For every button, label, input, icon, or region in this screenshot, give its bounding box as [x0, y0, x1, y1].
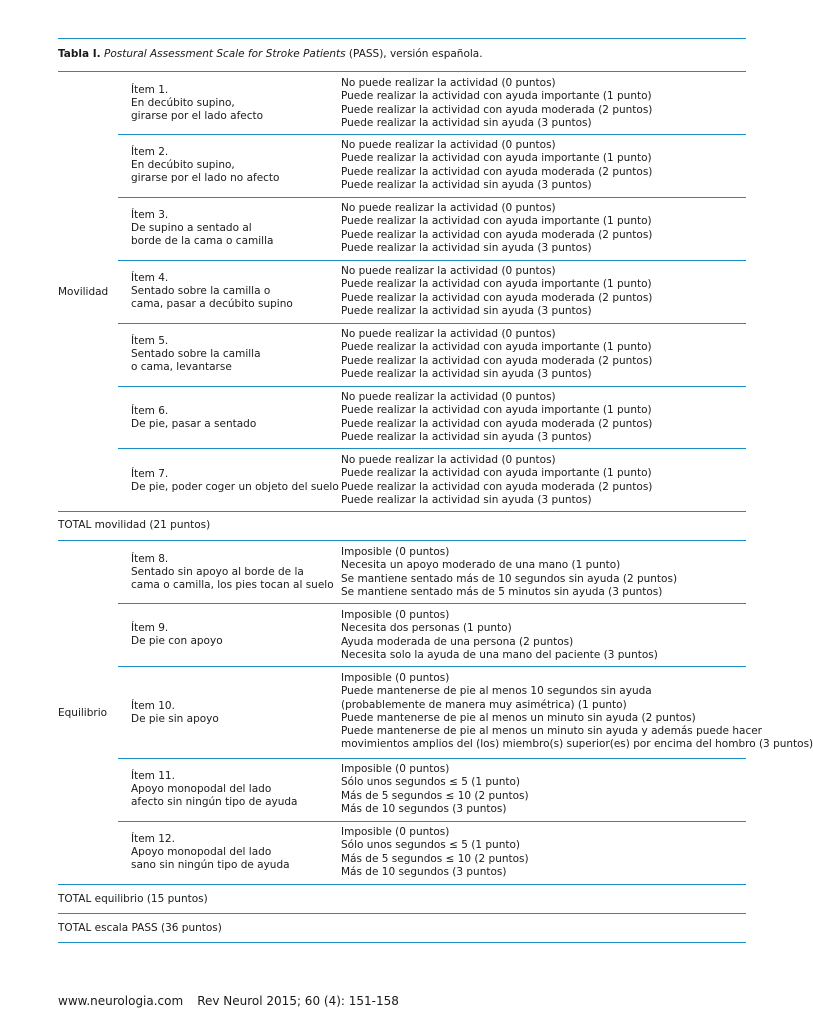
item-7-options [341, 454, 746, 507]
option: Imposible (0 puntos) [341, 609, 450, 621]
option: Imposible (0 puntos) [341, 546, 450, 558]
option: No puede realizar la actividad (0 puntos) [341, 328, 556, 340]
option: Puede realizar la actividad con ayuda moderada (2 puntos) [341, 417, 653, 430]
item-12-desc-1: Apoyo monopodal del lado [131, 846, 272, 858]
row-divider [118, 758, 746, 759]
row-divider [118, 448, 746, 449]
option: Necesita dos personas (1 punto) [341, 622, 512, 635]
row-divider [118, 386, 746, 387]
option: Puede realizar la actividad con ayuda moderada (2 puntos) [341, 354, 653, 367]
option: Más de 5 segundos ≤ 10 (2 puntos) [341, 789, 529, 802]
item-10-number: Ítem 10. [131, 700, 175, 712]
option: Puede realizar la actividad con ayuda importante (1 punto) [341, 90, 652, 103]
item-3-number: Ítem 3. [131, 209, 169, 221]
group-label-movilidad: Movilidad [58, 286, 109, 298]
table-caption [58, 48, 483, 60]
option: Necesita un apoyo moderado de una mano (1 punto) [341, 559, 621, 572]
option: No puede realizar la actividad (0 puntos) [341, 77, 556, 89]
row-divider [118, 666, 746, 667]
item-9-desc-1: De pie con apoyo [131, 635, 223, 647]
option: Puede realizar la actividad sin ayuda (3 puntos) [341, 367, 592, 380]
item-9-text [131, 622, 336, 648]
group-divider [58, 511, 746, 512]
option: Más de 10 segundos (3 puntos) [341, 865, 507, 878]
item-4-number: Ítem 4. [131, 272, 169, 284]
option: Sólo unos segundos ≤ 5 (1 punto) [341, 839, 520, 852]
caption-label: Tabla I. [58, 48, 101, 60]
option: No puede realizar la actividad (0 puntos) [341, 454, 556, 466]
row-divider [118, 260, 746, 261]
option: Puede mantenerse de pie al menos 10 segundos sin ayuda [341, 685, 652, 698]
option: Puede realizar la actividad sin ayuda (3 puntos) [341, 116, 592, 129]
item-12-text [131, 833, 336, 872]
footer-website: www.neurologia.com [58, 994, 184, 1008]
option: Puede realizar la actividad sin ayuda (3 puntos) [341, 178, 592, 191]
item-6-number: Ítem 6. [131, 405, 169, 417]
item-1-desc-2: girarse por el lado afecto [131, 110, 264, 122]
caption-title-rest: (PASS), versión española. [345, 48, 483, 60]
item-3-desc-2: borde de la cama o camilla [131, 235, 274, 247]
item-8-options [341, 546, 746, 599]
item-10-text [131, 700, 336, 726]
item-8-desc-2: cama o camilla, los pies tocan al suelo [131, 579, 334, 591]
item-12-desc-2: sano sin ningún tipo de ayuda [131, 859, 290, 871]
option: Sólo unos segundos ≤ 5 (1 punto) [341, 776, 520, 789]
option: Puede realizar la actividad con ayuda importante (1 punto) [341, 404, 652, 417]
total-equilibrio: TOTAL equilibrio (15 puntos) [58, 893, 208, 905]
option: Se mantiene sentado más de 10 segundos sin ayuda (2 puntos) [341, 572, 678, 585]
item-6-options [341, 391, 746, 444]
item-3-text [131, 209, 336, 248]
option: Puede realizar la actividad con ayuda moderada (2 puntos) [341, 165, 653, 178]
item-11-desc-1: Apoyo monopodal del lado [131, 783, 272, 795]
item-10-desc-1: De pie sin apoyo [131, 713, 219, 725]
item-1-text [131, 84, 336, 123]
item-1-number: Ítem 1. [131, 84, 169, 96]
option: No puede realizar la actividad (0 puntos) [341, 265, 556, 277]
item-4-desc-1: Sentado sobre la camilla o [131, 285, 271, 297]
item-1-options [341, 77, 746, 130]
caption-title-italic: Postural Assessment Scale for Stroke Patients [104, 48, 346, 60]
total-movilidad: TOTAL movilidad (21 puntos) [58, 519, 211, 531]
item-1-desc-1: En decúbito supino, [131, 97, 235, 109]
option: No puede realizar la actividad (0 puntos) [341, 139, 556, 151]
page-footer [58, 994, 399, 1008]
item-8-number: Ítem 8. [131, 553, 169, 565]
group-divider [58, 913, 746, 914]
item-5-options [341, 328, 746, 381]
item-8-text [131, 553, 336, 592]
item-3-options [341, 202, 746, 255]
option: Imposible (0 puntos) [341, 763, 450, 775]
group-divider [58, 540, 746, 541]
item-10-options [341, 672, 813, 752]
item-5-desc-1: Sentado sobre la camilla [131, 348, 261, 360]
item-2-text [131, 146, 336, 185]
option: Necesita solo la ayuda de una mano del paciente (3 puntos) [341, 648, 658, 661]
item-2-desc-1: En decúbito supino, [131, 159, 235, 171]
item-2-desc-2: girarse por el lado no afecto [131, 172, 280, 184]
option: Puede realizar la actividad con ayuda moderada (2 puntos) [341, 103, 653, 116]
item-5-desc-2: o cama, levantarse [131, 361, 232, 373]
item-6-desc-1: De pie, pasar a sentado [131, 418, 257, 430]
item-9-number: Ítem 9. [131, 622, 169, 634]
item-11-desc-2: afecto sin ningún tipo de ayuda [131, 796, 298, 808]
item-3-desc-1: De supino a sentado al [131, 222, 252, 234]
item-11-text [131, 770, 336, 809]
top-rule [58, 38, 746, 39]
item-12-options [341, 826, 746, 879]
row-divider [118, 821, 746, 822]
footer-citation: Rev Neurol 2015; 60 (4): 151-158 [197, 994, 399, 1008]
row-divider [118, 134, 746, 135]
item-7-desc-1: De pie, poder coger un objeto del suelo [131, 481, 339, 493]
option: Puede realizar la actividad con ayuda moderada (2 puntos) [341, 480, 653, 493]
item-2-number: Ítem 2. [131, 146, 169, 158]
item-5-text [131, 335, 336, 374]
item-4-options [341, 265, 746, 318]
option: Imposible (0 puntos) [341, 672, 450, 684]
option: Puede realizar la actividad sin ayuda (3 puntos) [341, 430, 592, 443]
option: Puede realizar la actividad sin ayuda (3 puntos) [341, 304, 592, 317]
row-divider [118, 197, 746, 198]
option: Más de 5 segundos ≤ 10 (2 puntos) [341, 852, 529, 865]
option: movimientos amplios del (los) miembro(s) superior(es) por encima del hombro (3 puntos) [341, 738, 813, 751]
item-2-options [341, 139, 746, 192]
option: Puede realizar la actividad con ayuda moderada (2 puntos) [341, 291, 653, 304]
option: Puede realizar la actividad con ayuda moderada (2 puntos) [341, 228, 653, 241]
option: No puede realizar la actividad (0 puntos) [341, 391, 556, 403]
row-divider [118, 323, 746, 324]
option: (probablemente de manera muy asimétrica) (1 punto) [341, 698, 627, 711]
row-divider [118, 603, 746, 604]
option: Puede mantenerse de pie al menos un minuto sin ayuda (2 puntos) [341, 711, 696, 724]
group-divider [58, 884, 746, 885]
option: Puede realizar la actividad con ayuda importante (1 punto) [341, 152, 652, 165]
option: Puede realizar la actividad con ayuda importante (1 punto) [341, 341, 652, 354]
bottom-rule [58, 942, 746, 943]
option: Ayuda moderada de una persona (2 puntos) [341, 635, 574, 648]
item-11-options [341, 763, 746, 816]
item-9-options [341, 609, 746, 662]
option: No puede realizar la actividad (0 puntos) [341, 202, 556, 214]
item-6-text [131, 405, 336, 431]
item-5-number: Ítem 5. [131, 335, 169, 347]
total-pass: TOTAL escala PASS (36 puntos) [58, 922, 222, 934]
option: Imposible (0 puntos) [341, 826, 450, 838]
item-7-number: Ítem 7. [131, 468, 169, 480]
item-11-number: Ítem 11. [131, 770, 175, 782]
option: Puede realizar la actividad con ayuda importante (1 punto) [341, 278, 652, 291]
option: Puede mantenerse de pie al menos un minuto sin ayuda y además puede hacer [341, 725, 762, 738]
item-4-text [131, 272, 336, 311]
option: Más de 10 segundos (3 puntos) [341, 802, 507, 815]
item-4-desc-2: cama, pasar a decúbito supino [131, 298, 293, 310]
item-7-text [131, 468, 339, 494]
option: Puede realizar la actividad sin ayuda (3 puntos) [341, 241, 592, 254]
option: Se mantiene sentado más de 5 minutos sin ayuda (3 puntos) [341, 585, 663, 598]
option: Puede realizar la actividad sin ayuda (3 puntos) [341, 493, 592, 506]
option: Puede realizar la actividad con ayuda importante (1 punto) [341, 467, 652, 480]
item-8-desc-1: Sentado sin apoyo al borde de la [131, 566, 304, 578]
group-label-equilibrio: Equilibrio [58, 707, 108, 719]
item-12-number: Ítem 12. [131, 833, 175, 845]
header-rule [58, 71, 746, 72]
option: Puede realizar la actividad con ayuda importante (1 punto) [341, 215, 652, 228]
